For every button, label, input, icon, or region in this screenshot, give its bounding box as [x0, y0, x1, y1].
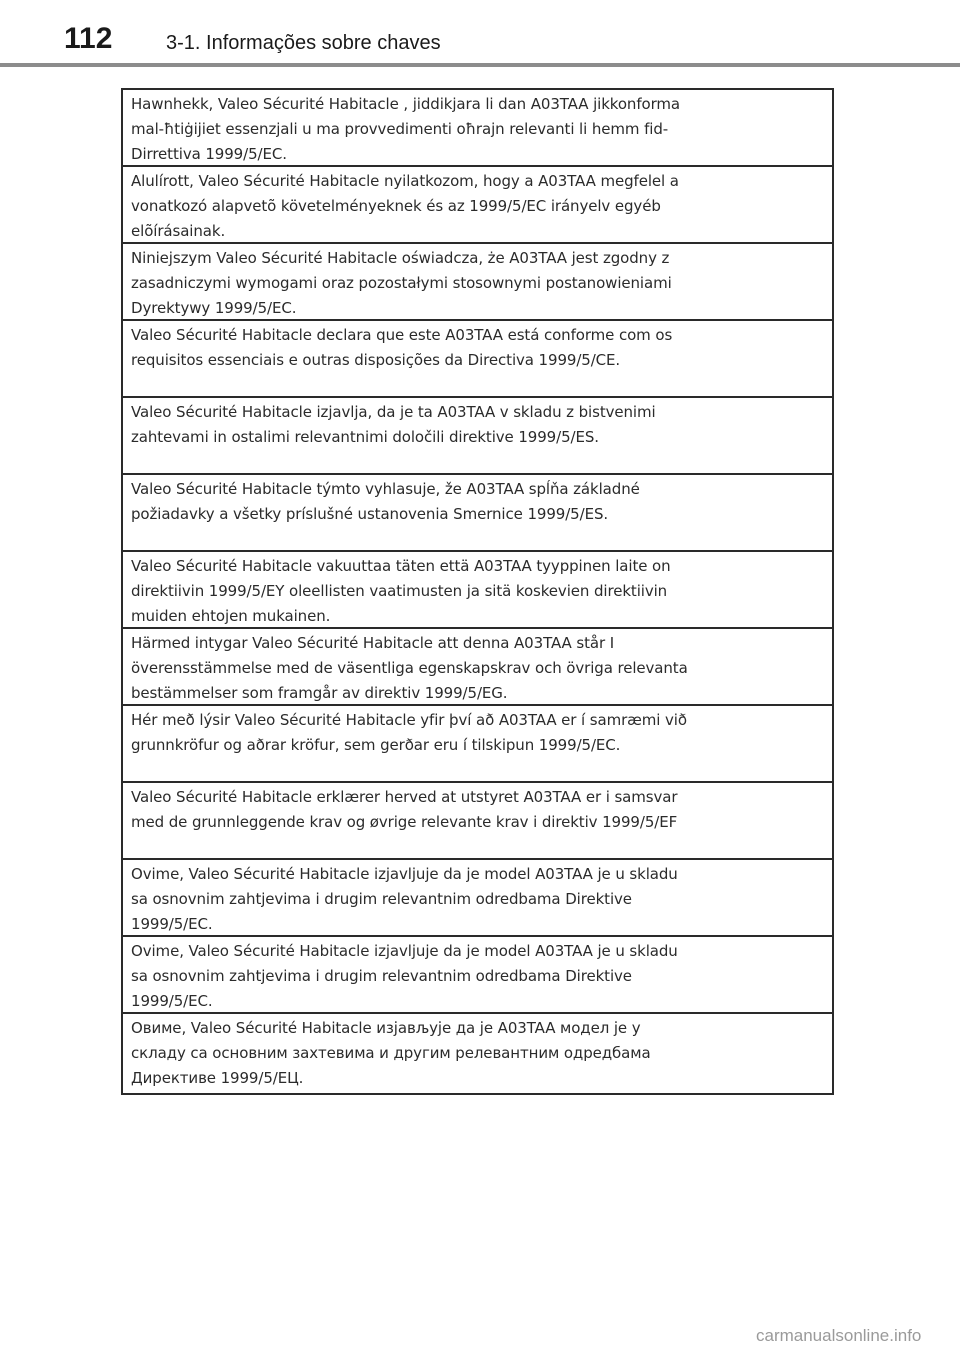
watermark: carmanualsonline.info	[756, 1326, 922, 1345]
declaration-text: Valeo Sécurité Habitacle vakuuttaa täten että A03TAA tyyppinen laite on direktiivin 1999/5/EY oleellisten vaatimusten ja sitä koskevien direktiivin muiden ehtojen mukainen.	[131, 557, 671, 625]
declaration-row-serbian	[123, 1014, 832, 1093]
declaration-row-slovak	[123, 475, 832, 552]
declaration-text: Hawnhekk, Valeo Sécurité Habitacle , jiddikjara li dan A03TAA jikkonforma mal-ħtiġijiet essenzjali u ma provvedimenti oħrajn relevanti li hemm fid- Dirrettiva 1999/5/EC.	[131, 95, 681, 163]
declaration-text: Alulírott, Valeo Sécurité Habitacle nyilatkozom, hogy a A03TAA megfelel a vonatkozó alapvetõ követelményeknek és az 1999/5/EC irányelv egyéb elõírásainak.	[131, 172, 679, 240]
declaration-row-polish	[123, 244, 832, 321]
declaration-row-slovenian	[123, 398, 832, 475]
declaration-row-hungarian	[123, 167, 832, 244]
declaration-text: Valeo Sécurité Habitacle izjavlja, da je ta A03TAA v skladu z bistvenimi zahtevami in ostalimi relevantnimi določili direktive 1999/5/ES.	[131, 403, 656, 446]
declaration-text: Ovime, Valeo Sécurité Habitacle izjavljuje da je model A03TAA je u skladu sa osnovnim zahtjevima i drugim relevantnim odredbama Direktive 1999/5/EC.	[131, 865, 678, 933]
declaration-row-icelandic	[123, 706, 832, 783]
declaration-row-finnish	[123, 552, 832, 629]
declaration-row-croatian	[123, 860, 832, 937]
declaration-row-norwegian	[123, 783, 832, 860]
declaration-row-croatian-2	[123, 937, 832, 1014]
page-number: 112	[64, 22, 113, 55]
declaration-text: Niniejszym Valeo Sécurité Habitacle oświadcza, że A03TAA jest zgodny z zasadniczymi wymogami oraz pozostałymi stosownymi postanowieniami Dyrektywy 1999/5/EC.	[131, 249, 672, 317]
declaration-text: Ovime, Valeo Sécurité Habitacle izjavljuje da je model A03TAA je u skladu sa osnovnim zahtjevima i drugim relevantnim odredbama Direktive 1999/5/EC.	[131, 942, 678, 1010]
declaration-text: Овиме, Valeo Sécurité Habitacle изјављује да је A03TAA модел је у складу са основним захтевима и другим релевантним одредбама Директиве 1999/5/ЕЦ.	[131, 1019, 651, 1087]
page-header	[0, 0, 960, 66]
declaration-row-portuguese	[123, 321, 832, 398]
declaration-text: Valeo Sécurité Habitacle erklærer herved at utstyret A03TAA er i samsvar med de grunnleggende krav og øvrige relevante krav i direktiv 1999/5/EF	[131, 788, 678, 831]
declaration-text: Hér með lýsir Valeo Sécurité Habitacle yfir því að A03TAA er í samræmi við grunnkröfur og aðrar kröfur, sem gerðar eru í tilskipun 1999/5/EC.	[131, 711, 687, 754]
declaration-text: Valeo Sécurité Habitacle týmto vyhlasuje, že A03TAA spĺňa základné požiadavky a všetky príslušné ustanovenia Smernice 1999/5/ES.	[131, 480, 640, 523]
declaration-row-maltese	[123, 90, 832, 167]
section-title: 3-1. Informações sobre chaves	[166, 32, 441, 54]
declaration-row-swedish	[123, 629, 832, 706]
declaration-text: Valeo Sécurité Habitacle declara que este A03TAA está conforme com os requisitos essenciais e outras disposições da Directiva 1999/5/CE.	[131, 326, 673, 369]
header-divider	[0, 63, 960, 67]
declaration-table	[121, 88, 834, 1095]
declaration-text: Härmed intygar Valeo Sécurité Habitacle att denna A03TAA står I överensstämmelse med de väsentliga egenskapskrav och övriga relevanta bestämmelser som framgår av direktiv 1999/5/EG.	[131, 634, 688, 702]
